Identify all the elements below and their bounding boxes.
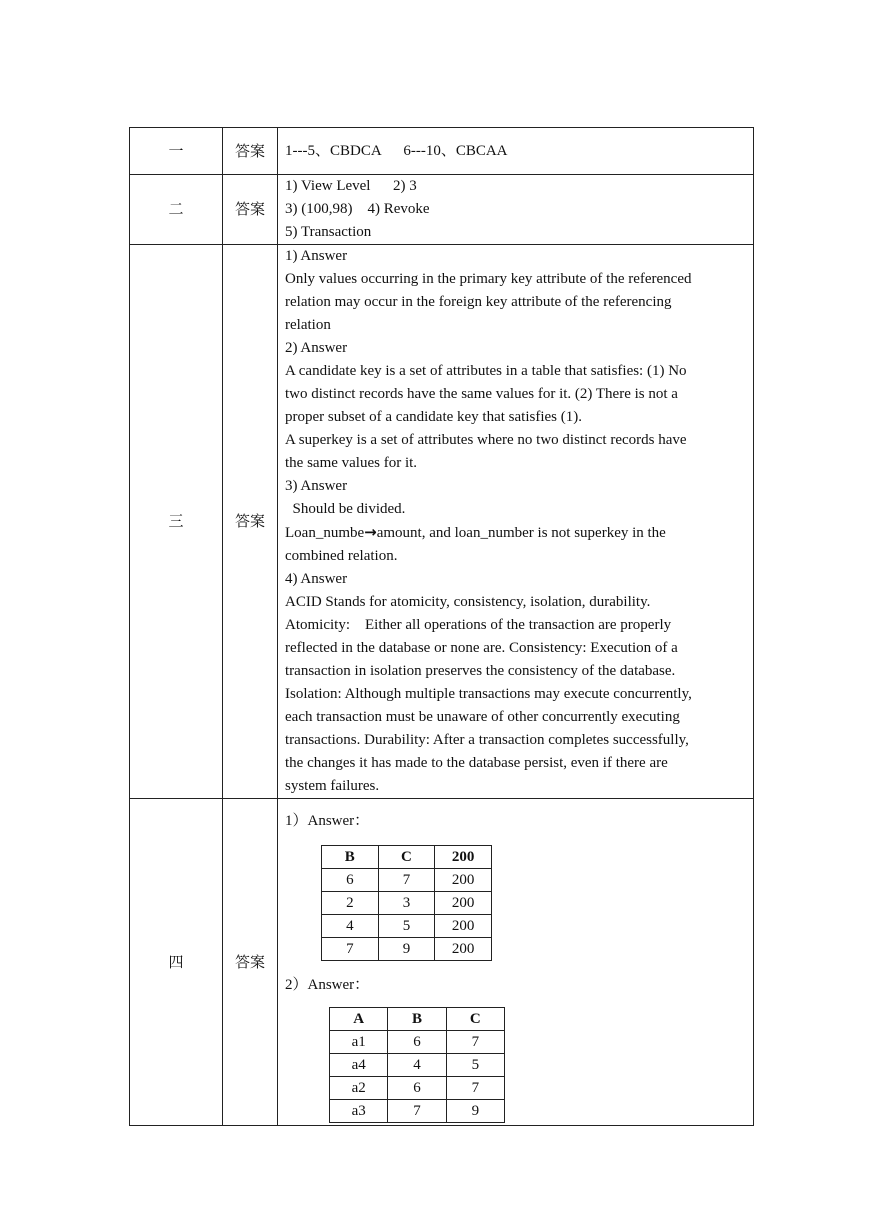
answer-line: relation <box>285 317 331 333</box>
answer-label: 答案 <box>223 799 278 1126</box>
table-cell: 200 <box>435 938 492 961</box>
answer-line: transaction in isolation preserves the consistency of the database. <box>285 663 676 679</box>
answer-line: 3) (100,98) 4) Revoke <box>285 201 430 217</box>
answer-line: system failures. <box>285 778 380 794</box>
table-cell: 6 <box>388 1077 446 1100</box>
answer-line: Should be divided. <box>285 501 406 517</box>
answer-line: 3) Answer <box>285 478 348 494</box>
table-row <box>322 892 492 915</box>
result-table-2 <box>329 1007 505 1123</box>
table-cell: 200 <box>435 915 492 938</box>
table-row <box>330 1031 505 1054</box>
answer-line: two distinct records have the same values for it. (2) There is not a <box>285 386 678 402</box>
table-cell: 6 <box>322 869 379 892</box>
answer-line: 1) Answer <box>285 248 348 264</box>
question-number: 四 <box>130 799 223 1126</box>
table-cell: a1 <box>330 1031 388 1054</box>
fd-left: Loan_numbe <box>285 525 365 541</box>
table-cell: 3 <box>378 892 435 915</box>
answer-line: 5) Transaction <box>285 224 372 240</box>
answer-line: 1---5、CBDCA 6---10、CBCAA <box>285 142 508 159</box>
answer-line: A superkey is a set of attributes where no two distinct records have <box>285 432 687 448</box>
arrow-right-icon: → <box>364 523 377 541</box>
table-cell: 5 <box>446 1054 504 1077</box>
answer-line: 1) View Level 2) 3 <box>285 178 417 194</box>
fd-right: amount, and loan_number is not superkey in the <box>376 525 666 541</box>
column-header: C <box>378 846 435 869</box>
answer-content <box>278 128 754 175</box>
table-header-row <box>322 846 492 869</box>
answer-text-block <box>285 245 747 798</box>
table-cell: 7 <box>322 938 379 961</box>
answer-line: proper subset of a candidate key that satisfies (1). <box>285 409 582 425</box>
answer-line: relation may occur in the foreign key attribute of the referencing <box>285 294 672 310</box>
answer-row-1 <box>130 128 754 175</box>
answer-line: combined relation. <box>285 548 398 564</box>
table-row <box>322 869 492 892</box>
table-cell: 6 <box>388 1031 446 1054</box>
answer-label: 答案 <box>223 245 278 799</box>
answer-content <box>278 245 754 799</box>
table-cell: 9 <box>378 938 435 961</box>
answer-line: the changes it has made to the database persist, even if there are <box>285 755 668 771</box>
answer-line: each transaction must be unaware of other concurrently executing <box>285 709 680 725</box>
answer-line: Atomicity: Either all operations of the transaction are properly <box>285 617 672 633</box>
relational-answers <box>278 799 753 1125</box>
answer-line: 2) Answer <box>285 340 348 356</box>
question-number: 二 <box>130 175 223 245</box>
column-header: C <box>446 1008 504 1031</box>
table-cell: 4 <box>388 1054 446 1077</box>
answer-table <box>129 127 754 1126</box>
table-cell: a3 <box>330 1100 388 1123</box>
column-header: 200 <box>435 846 492 869</box>
column-header: A <box>330 1008 388 1031</box>
answer-label: 答案 <box>223 128 278 175</box>
answer-line: the same values for it. <box>285 455 418 471</box>
answer-row-4 <box>130 799 754 1126</box>
answer-line: transactions. Durability: After a transaction completes successfully, <box>285 732 689 748</box>
table-row <box>330 1100 505 1123</box>
result-table-1 <box>321 845 492 961</box>
table-row <box>330 1054 505 1077</box>
table-cell: 200 <box>435 892 492 915</box>
table-header-row <box>330 1008 505 1031</box>
answer-line: Isolation: Although multiple transactions may execute concurrently, <box>285 686 692 702</box>
column-header: B <box>388 1008 446 1031</box>
table-cell: 9 <box>446 1100 504 1123</box>
table-cell: 2 <box>322 892 379 915</box>
table-cell: 4 <box>322 915 379 938</box>
answer-line: Only values occurring in the primary key attribute of the referenced <box>285 271 692 287</box>
answer-line: reflected in the database or none are. Consistency: Execution of a <box>285 640 678 656</box>
table-row <box>322 915 492 938</box>
table-cell: 7 <box>446 1031 504 1054</box>
table-cell: 200 <box>435 869 492 892</box>
table-cell: a4 <box>330 1054 388 1077</box>
answer-1-label: 1）Answer： <box>285 813 370 829</box>
answer-content <box>278 175 754 245</box>
answer-2-label: 2）Answer： <box>285 977 370 993</box>
table-cell: 7 <box>446 1077 504 1100</box>
answer-content <box>278 799 754 1126</box>
table-row <box>330 1077 505 1100</box>
functional-dependency-line <box>285 521 747 545</box>
answer-line: 4) Answer <box>285 571 348 587</box>
answer-line: ACID Stands for atomicity, consistency, isolation, durability. <box>285 594 651 610</box>
answer-row-3 <box>130 245 754 799</box>
question-number: 三 <box>130 245 223 799</box>
table-cell: 5 <box>378 915 435 938</box>
table-cell: a2 <box>330 1077 388 1100</box>
answer-row-2 <box>130 175 754 245</box>
question-number: 一 <box>130 128 223 175</box>
table-row <box>322 938 492 961</box>
table-cell: 7 <box>378 869 435 892</box>
answer-label: 答案 <box>223 175 278 245</box>
column-header: B <box>322 846 379 869</box>
answer-line: A candidate key is a set of attributes in a table that satisfies: (1) No <box>285 363 687 379</box>
table-cell: 7 <box>388 1100 446 1123</box>
